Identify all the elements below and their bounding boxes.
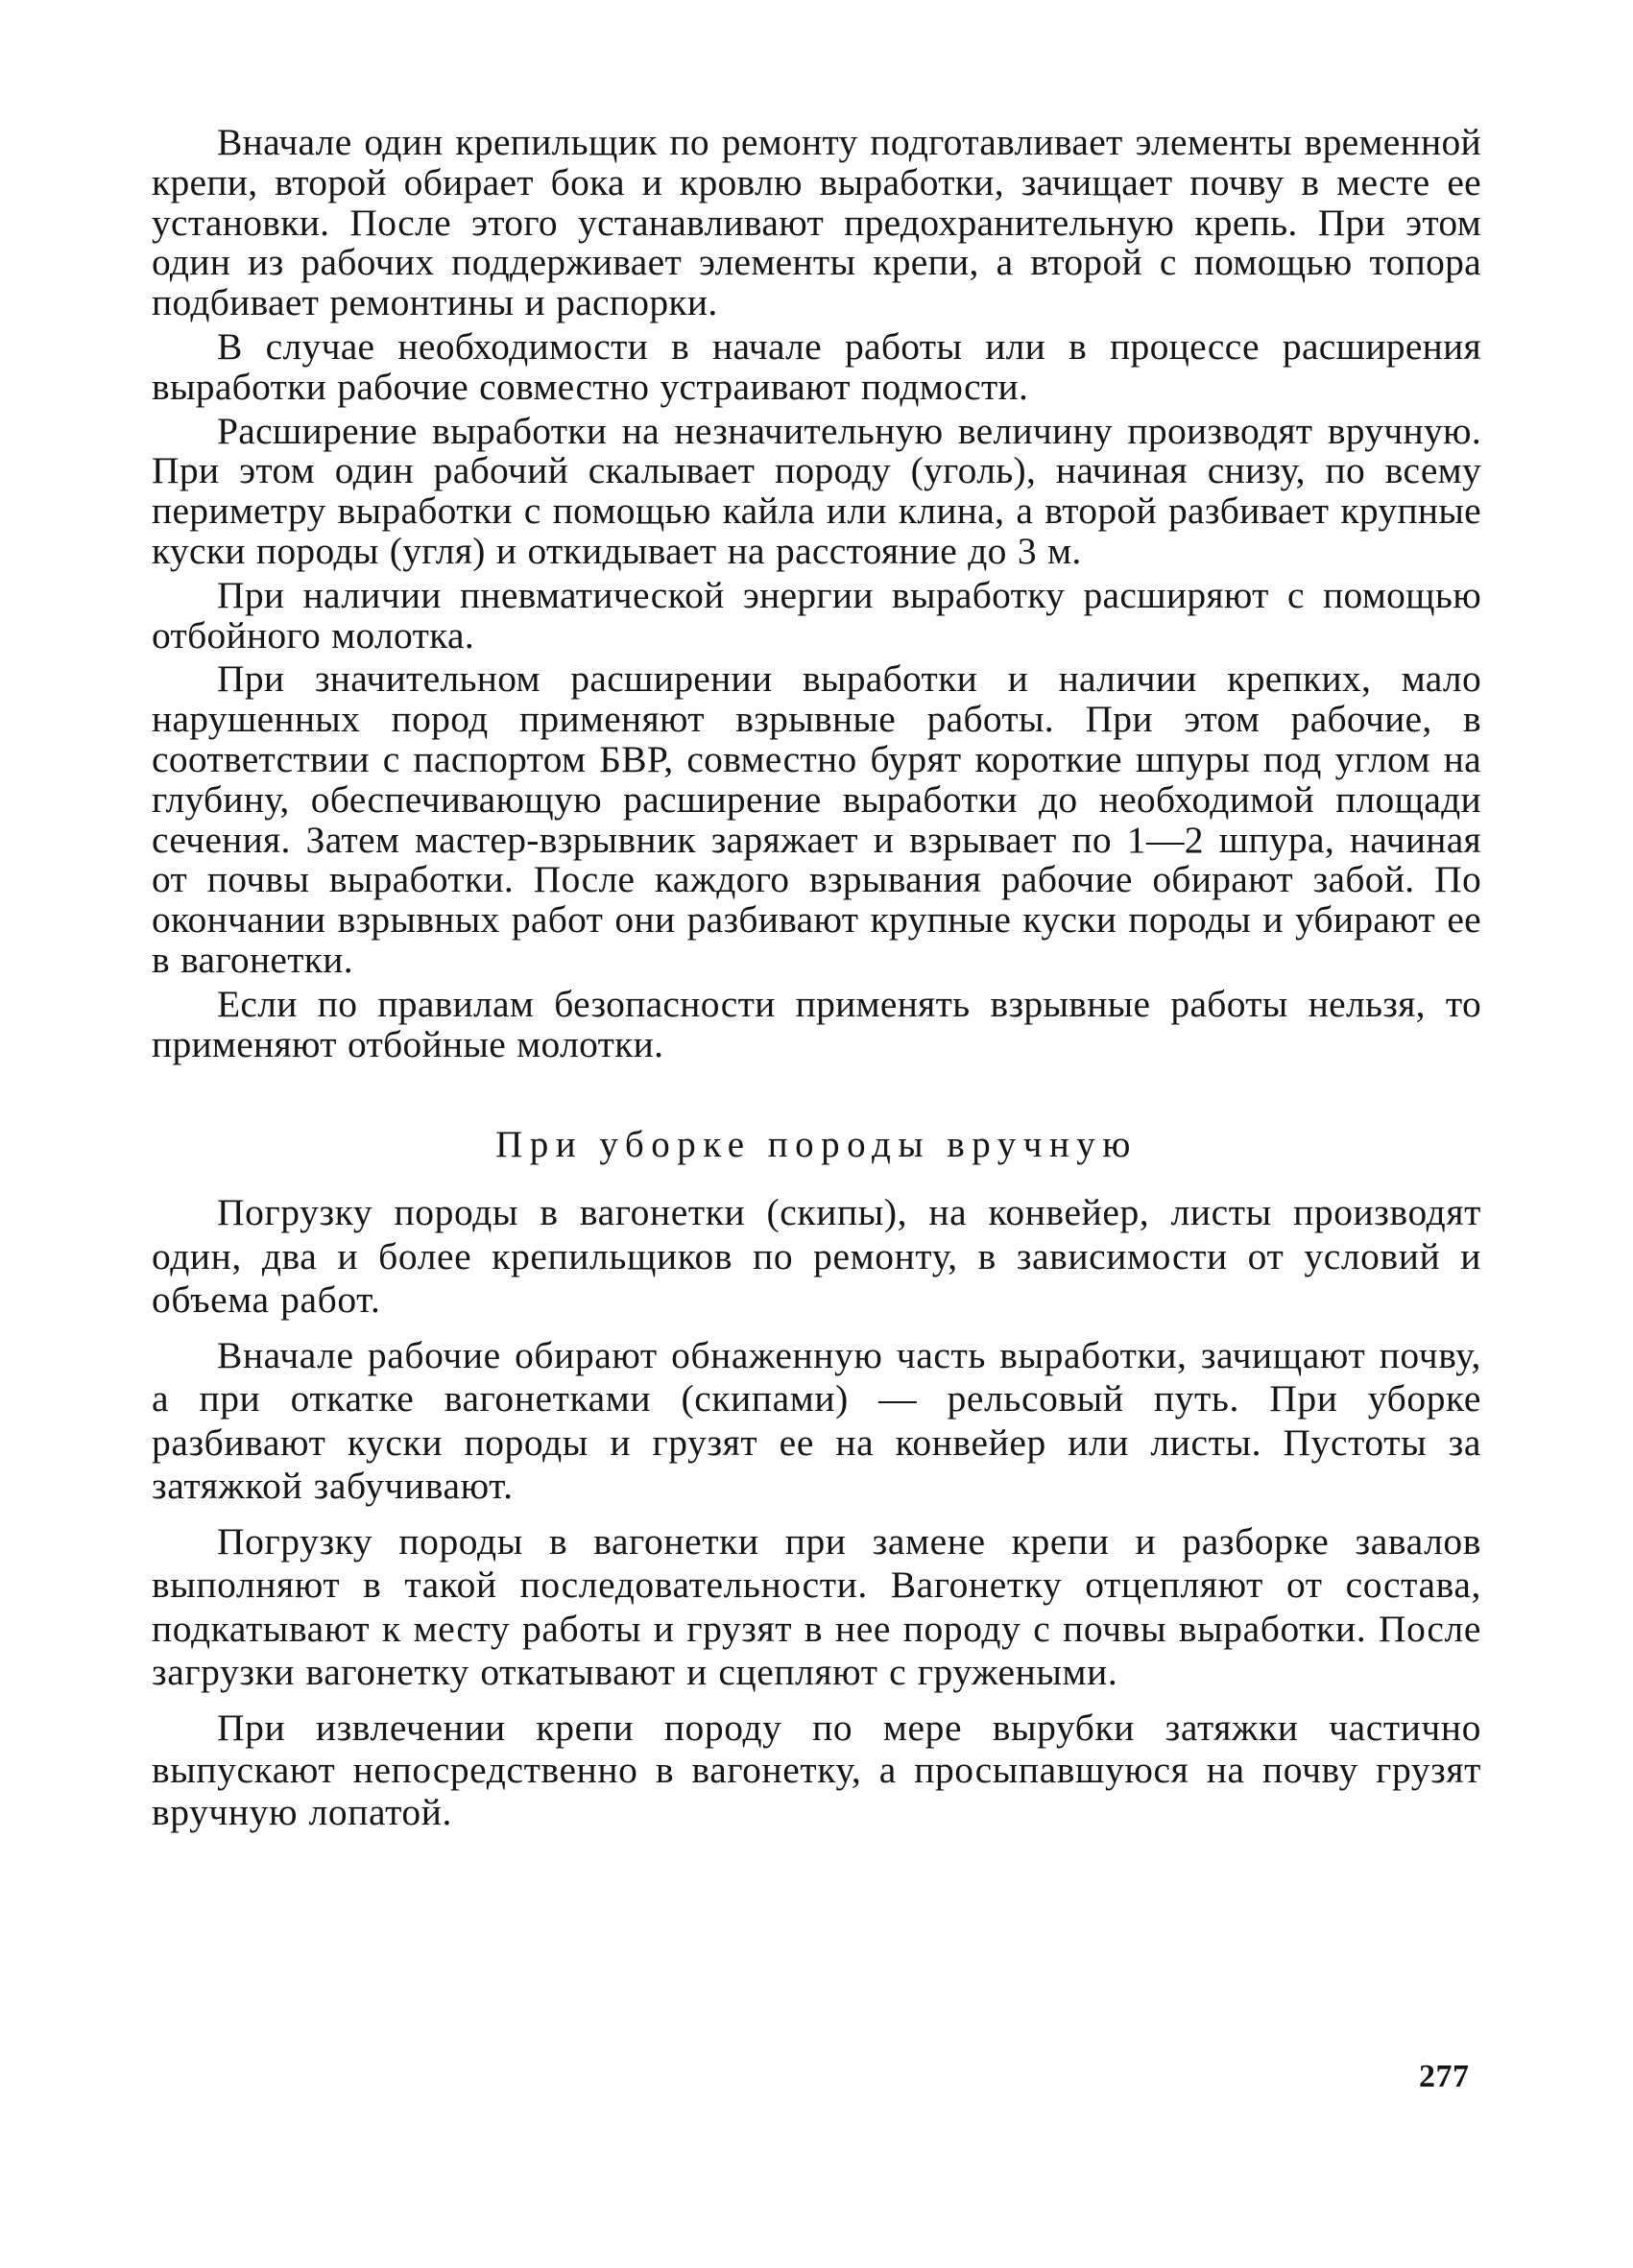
text-block-manual-loading (152, 1191, 1481, 1833)
paragraph: Погрузку породы в вагонетки (скипы), на конвейер, листы производят один, два и более крепильщиков по ремонту, в зависимости от условий и объема работ. (152, 1191, 1481, 1322)
paragraph: При наличии пневматической энергии выработку расширяют с помощью отбойного молотка. (152, 573, 1481, 657)
paragraph: Погрузку породы в вагонетки при замене крепи и разборке завалов выполняют в такой последовательности. Вагонетку отцепляют от состава, подкатывают к месту работы и грузят в нее породу с почвы выработки. После загрузки вагонетку откатывают и сцепляют с гружеными. (152, 1519, 1481, 1694)
text-block-expansion (152, 123, 1481, 1064)
paragraph: Расширение выработки на незначительную величину производят вручную. При этом один рабочий скалывает породу (уголь), начиная снизу, по всему периметру выработки с помощью кайла или клина, а второй разбивает крупные куски породы (угля) и откидывает на расстояние до 3 м. (152, 409, 1481, 572)
page-number: 277 (1419, 2059, 1470, 2094)
paragraph: В случае необходимости в начале работы или в процессе расширения выработки рабочие совместно устраивают подмости. (152, 324, 1481, 408)
paragraph: Вначале рабочие обирают обнаженную часть выработки, зачищают почву, а при откатке вагонетками (скипами) — рельсовый путь. При уборке разбивают куски породы и грузят ее на конвейер или листы. Пустоты за затяжкой забучивают. (152, 1333, 1481, 1508)
paragraph: При значительном расширении выработки и наличии крепких, мало нарушенных пород применяют взрывные работы. При этом рабочие, в соответствии с паспортом БВР, совместно бурят короткие шпуры под углом на глубину, обеспечивающую расширение выработки до необходимой площади сечения. Затем мастер-взрывник заряжает и взрывает по 1—2 шпура, начиная от почвы выработки. После каждого взрывания рабочие обирают забой. По окончании взрывных работ они разбивают крупные куски породы и убирают ее в вагонетки. (152, 657, 1481, 981)
paragraph: Если по правилам безопасности применять взрывные работы нельзя, то применяют отбойные молотки. (152, 982, 1481, 1065)
page-body (152, 123, 1481, 1833)
section-heading: При уборке породы вручную (495, 1124, 1138, 1166)
paragraph: При извлечении крепи породу по мере вырубки затяжки частично выпускают непосредственно в вагонетку, а просыпавшуюся на почву грузят вручную лопатой. (152, 1706, 1481, 1833)
paragraph: Вначале один крепильщик по ремонту подготавливает элементы временной крепи, второй обирает бока и кровлю выработки, зачищает почву в месте ее установки. После этого устанавливают предохранительную крепь. При этом один из рабочих поддерживает элементы крепи, а второй с помощью топора подбивает ремонтины и распорки. (152, 121, 1481, 324)
